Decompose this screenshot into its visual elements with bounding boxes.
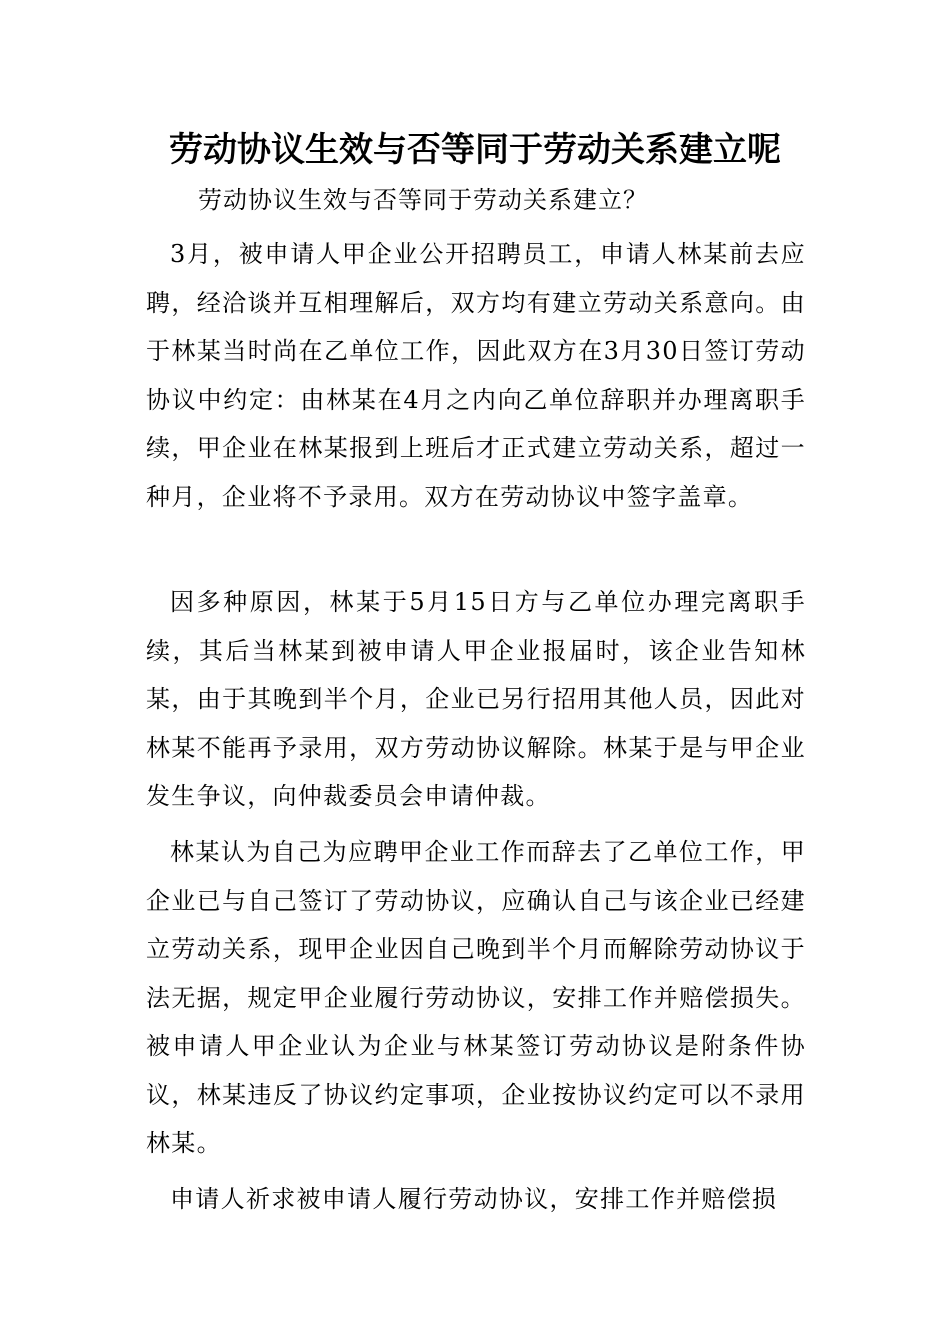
document-subtitle: 劳动协议生效与否等同于劳动关系建立？ xyxy=(198,186,648,214)
paragraph-4: 申请人祈求被申请人履行劳动协议，安排工作并赔偿损 xyxy=(170,1185,778,1213)
document-title: 劳动协议生效与否等同于劳动关系建立呢 xyxy=(169,130,781,170)
paragraph-3: 林某认为自己为应聘甲企业工作而辞去了乙单位工作，甲企业已与自己签订了劳动协议，应确认自己与该企业已经建立劳动关系，现甲企业因自己晚到半个月而解除劳动协议于法无据，规定甲企业履行劳动协议，安排工作并赔偿损失。被申请人甲企业认为企业与林某签订劳动协议是附条件协议，林某违反了协议约定事项，企业按协议约定可以不录用林某。 xyxy=(146,838,806,1157)
paragraph-1: 3月，被申请人甲企业公开招聘员工，申请人林某前去应聘，经洽谈并互相理解后，双方均有建立劳动关系意向。由于林某当时尚在乙单位工作，因此双方在3月30日签订劳动协议中约定：由林某在4月之内向乙单位辞职并办理离职手续，甲企业在林某报到上班后才正式建立劳动关系，超过一种月，企业将不予录用。双方在劳动协议中签字盖章。 xyxy=(146,240,806,511)
paragraph-2: 因多种原因，林某于5月15日方与乙单位办理完离职手续，其后当林某到被申请人甲企业报届时，该企业告知林某，由于其晚到半个月，企业已另行招用其他人员，因此对林某不能再予录用，双方劳动协议解除。林某于是与甲企业发生争议，向仲裁委员会申请仲裁。 xyxy=(146,588,806,810)
